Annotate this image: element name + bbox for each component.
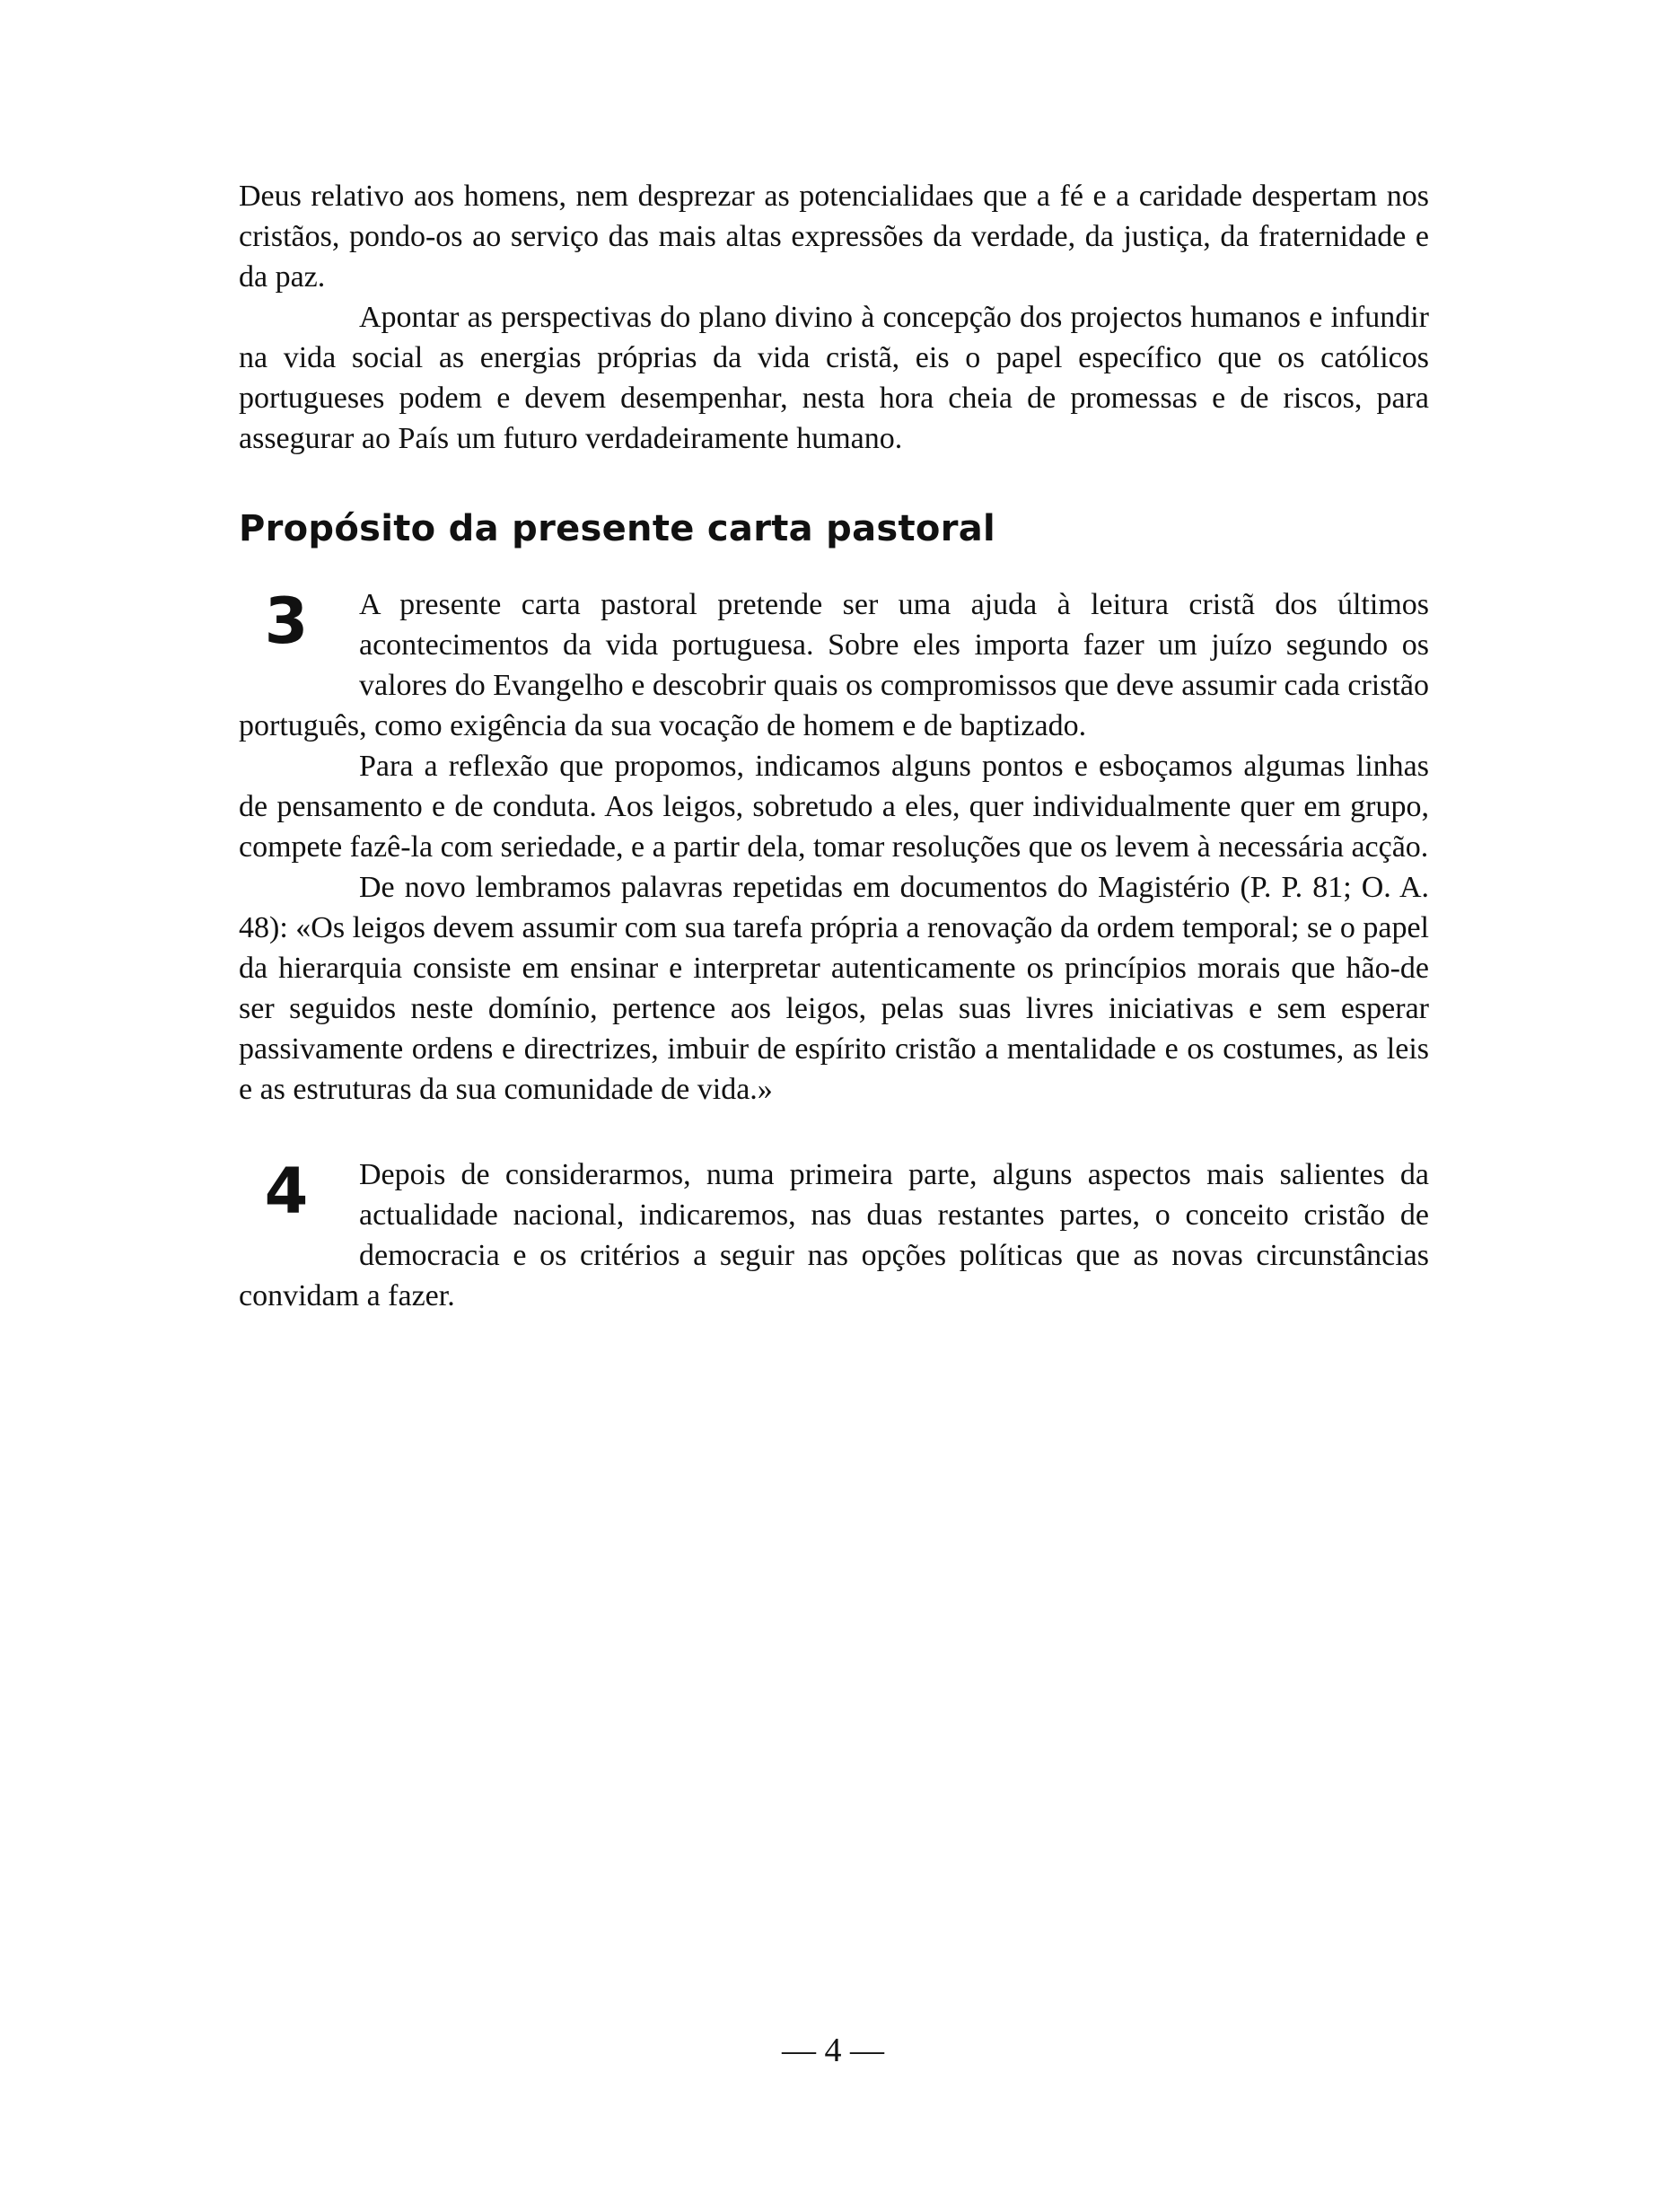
section-number: 3 (264, 584, 309, 658)
body-paragraph: Para a reflexão que propomos, indicamos alguns pontos e esboçamos algumas linhas de pensamento e de conduta. Aos leigos, sobretudo a eles, quer individualmente quer em grupo, compete fazê-la com seriedade, e a partir dela, tomar resoluções que os levem à necessária acção. (239, 750, 1429, 864)
numbered-block-3 (239, 584, 1429, 1110)
section-number: 4 (264, 1154, 309, 1228)
intro-paragraph: Apontar as perspectivas do plano divino à concepção dos projectos humanos e infundir na vida social as energias próprias da vida cristã, eis o papel específico que os católicos portugueses podem e devem desempenhar, nesta hora cheia de promessas e de riscos, para assegurar ao País um futuro verdadeiramente humano. (239, 301, 1429, 455)
page-number: — 4 — (782, 2032, 884, 2069)
body-paragraph: De novo lembramos palavras repetidas em documentos do Magistério (P. P. 81; O. A. 48): «Os leigos devem assumir com sua tarefa própria a renovação da ordem temporal; se o papel da hierarquia consiste em ensinar e interpretar autenticamente os princípios morais que hão-de ser seguidos neste domínio, pertence aos leigos, pelas suas livres iniciativas e sem esperar passivamente ordens e directrizes, imbuir de espírito cristão a mentalidade e os costumes, as leis e as estruturas da sua comunidade de vida.» (239, 871, 1429, 1106)
body-paragraph: Depois de considerarmos, numa primeira parte, alguns aspectos mais salientes da actualidade nacional, indicaremos, nas duas restantes partes, o conceito cristão de democracia e os critérios a seguir nas opções políticas que as novas circunstâncias convidam a fazer. (239, 1158, 1429, 1312)
section-heading: Propósito da presente carta pastoral (239, 508, 996, 549)
intro-paragraph: Deus relativo aos homens, nem desprezar as potencialidaes que a fé e a caridade despertam nos cristãos, pondo-os ao serviço das mais altas expressões da verdade, da justiça, da fraternidade e da paz. (239, 180, 1429, 294)
body-paragraph: A presente carta pastoral pretende ser uma ajuda à leitura cristã dos últimos acontecimentos da vida portuguesa. Sobre eles importa fazer um juízo segundo os valores do Evangelho e descobrir quais os compromissos que deve assumir cada cristão português, como exigência da sua vocação de homem e de baptizado. (239, 588, 1429, 742)
text-column (239, 176, 1429, 1316)
numbered-block-4 (239, 1154, 1429, 1316)
